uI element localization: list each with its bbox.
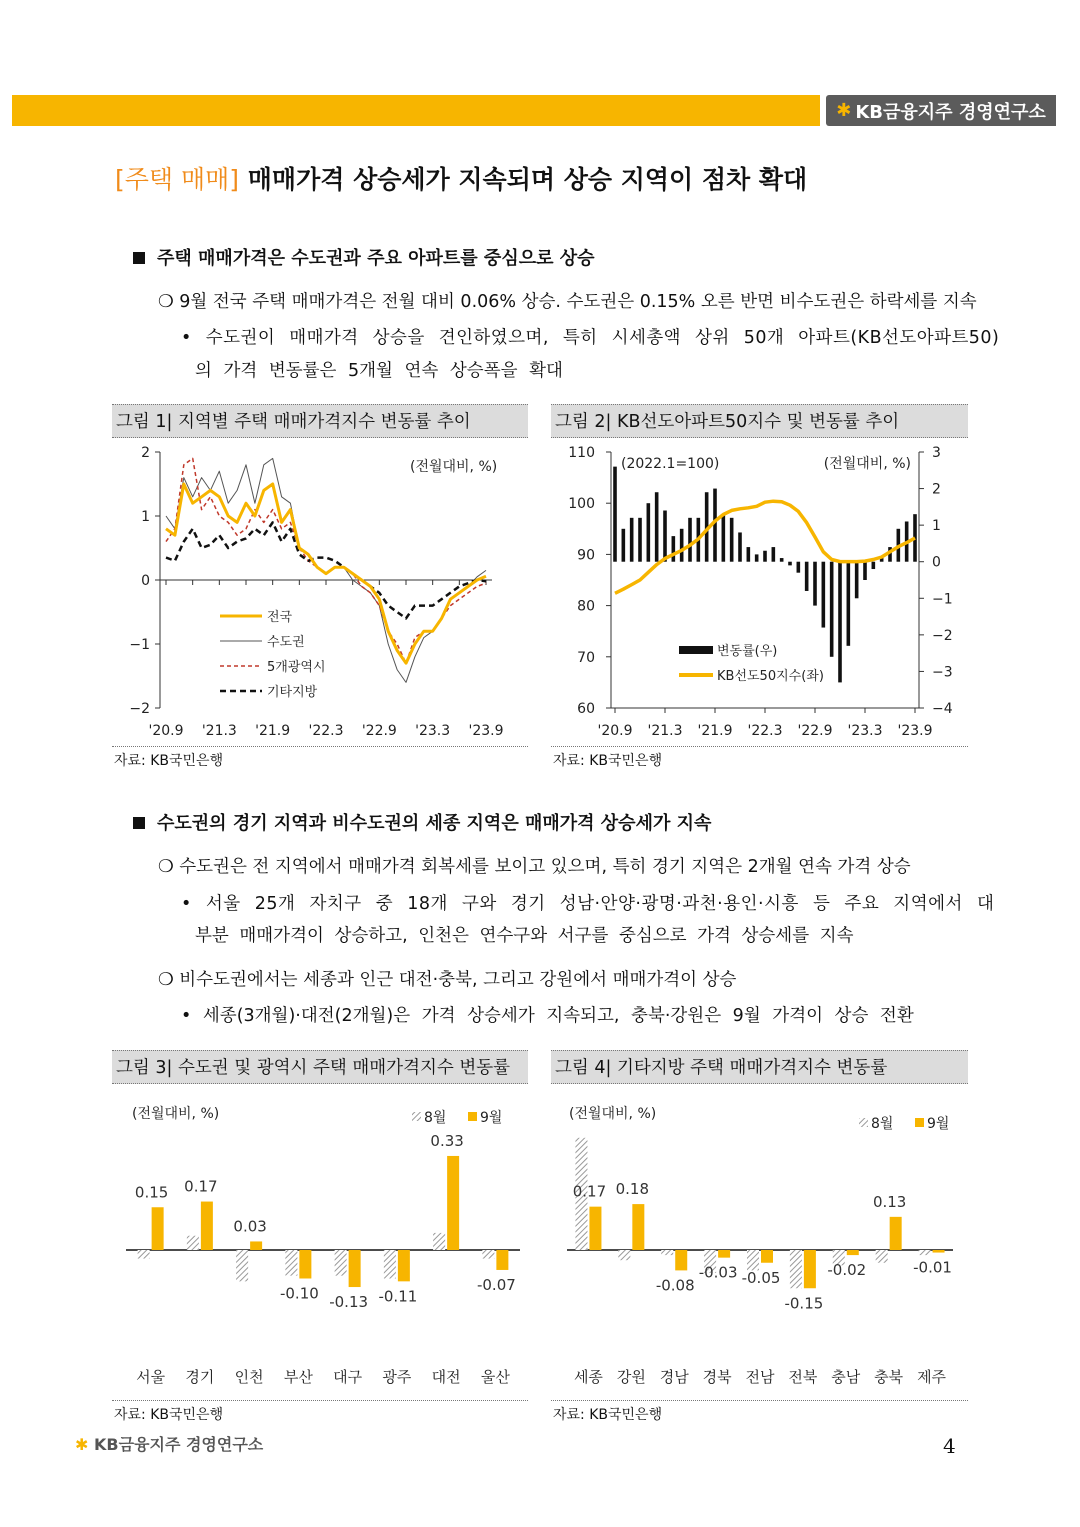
left-tick-label: 70 bbox=[577, 649, 595, 666]
bar-sep bbox=[398, 1250, 410, 1281]
category-label: 부산 bbox=[283, 1368, 313, 1386]
bar-sep bbox=[299, 1250, 311, 1279]
bar-sep bbox=[349, 1250, 361, 1287]
bar-sep bbox=[152, 1207, 164, 1250]
category-label: 경남 bbox=[659, 1368, 689, 1386]
bar-sep bbox=[804, 1250, 816, 1288]
data-label: -0.10 bbox=[279, 1284, 319, 1303]
legend-swatch bbox=[468, 1112, 477, 1121]
bar-sep bbox=[761, 1250, 773, 1263]
legend-swatch bbox=[859, 1118, 868, 1127]
section1-sub1-line2: 의 가격 변동률은 5개월 연속 상승폭을 확대 bbox=[195, 361, 563, 381]
right-tick-label: −1 bbox=[932, 591, 953, 608]
bar-sep bbox=[847, 1250, 859, 1255]
bar-sep bbox=[589, 1207, 601, 1250]
x-tick-label: '20.9 bbox=[597, 723, 633, 739]
fig1-chart bbox=[112, 440, 528, 744]
data-label: -0.03 bbox=[698, 1263, 738, 1282]
bar-aug bbox=[187, 1236, 199, 1250]
header-brand bbox=[826, 95, 1056, 126]
bar-change bbox=[772, 547, 776, 562]
bar-change bbox=[788, 562, 792, 566]
legend-label: 8월 bbox=[871, 1116, 894, 1132]
fig2-chart bbox=[551, 440, 968, 744]
bar-change bbox=[805, 562, 809, 591]
bar-sep bbox=[718, 1250, 730, 1258]
unit-label: (전월대비, %) bbox=[132, 1106, 220, 1122]
left-tick-label: 80 bbox=[577, 598, 595, 615]
x-tick-label: '23.9 bbox=[468, 723, 504, 739]
fig3-source: 자료: KB국민은행 bbox=[114, 1407, 224, 1423]
data-label: 0.13 bbox=[872, 1192, 907, 1211]
data-label: -0.02 bbox=[827, 1261, 867, 1280]
right-tick-label: −2 bbox=[932, 627, 953, 644]
page-number: 4 bbox=[943, 1434, 956, 1458]
unit-label: (전월대비, %) bbox=[569, 1106, 657, 1122]
bar-change bbox=[797, 562, 801, 573]
x-tick-label: '21.3 bbox=[201, 723, 237, 739]
left-unit-label: (2022.1=100) bbox=[621, 456, 720, 472]
bar-aug bbox=[747, 1250, 759, 1270]
fig3-source-divider bbox=[112, 1400, 528, 1401]
fig1-source: 자료: KB국민은행 bbox=[114, 753, 224, 769]
fig4-source: 자료: KB국민은행 bbox=[553, 1407, 663, 1423]
kb-star-icon: ✱ bbox=[836, 100, 852, 121]
fig1-caption: 그림 1| 지역별 주택 매매가격지수 변동률 추이 bbox=[112, 404, 528, 438]
bar-sep bbox=[496, 1250, 508, 1270]
section2-sub2-line1: • 세종(3개월)·대전(2개월)은 가격 상승세가 지속되고, 충북·강원은 9월 가격이 상승 전환 bbox=[181, 1006, 914, 1026]
legend-label: 9월 bbox=[927, 1116, 950, 1132]
bar-change bbox=[747, 547, 751, 562]
data-label: -0.05 bbox=[741, 1268, 781, 1287]
fig3-chart bbox=[112, 1086, 528, 1398]
section2-bullet1: ❍ 수도권은 전 지역에서 매매가격 회복세를 보이고 있으며, 특히 경기 지역은 2개월 연속 가격 상승 bbox=[158, 857, 911, 877]
category-label: 강원 bbox=[616, 1368, 646, 1386]
right-unit-label: (전월대비, %) bbox=[823, 456, 911, 472]
bar-change bbox=[713, 489, 717, 562]
right-tick-label: 2 bbox=[932, 481, 941, 498]
section2-heading: 수도권의 경기 지역과 비수도권의 세종 지역은 매매가격 상승세가 지속 bbox=[133, 809, 711, 835]
category-label: 경북 bbox=[702, 1368, 732, 1386]
legend-label: 전국 bbox=[267, 610, 293, 625]
y-tick-label: −2 bbox=[129, 701, 150, 717]
data-label: -0.01 bbox=[913, 1258, 952, 1277]
left-tick-label: 60 bbox=[577, 701, 595, 717]
bar-change bbox=[847, 562, 851, 646]
bar-aug bbox=[661, 1250, 673, 1255]
x-tick-label: '21.3 bbox=[647, 723, 683, 739]
category-label: 전남 bbox=[745, 1368, 775, 1386]
section1-bullet1: ❍ 9월 전국 주택 매매가격은 전월 대비 0.06% 상승. 수도권은 0.15% 오른 반면 비수도권은 하락세를 지속 bbox=[158, 292, 977, 312]
category-label: 충북 bbox=[874, 1368, 904, 1386]
legend-label: 8월 bbox=[424, 1110, 447, 1126]
data-label: 0.33 bbox=[430, 1131, 464, 1150]
x-tick-label: '23.9 bbox=[897, 723, 933, 739]
bar-change bbox=[722, 514, 726, 562]
category-label: 울산 bbox=[480, 1368, 510, 1386]
bar-change bbox=[855, 562, 859, 599]
bar-aug bbox=[482, 1250, 494, 1259]
section2-sub1-line2: 부분 매매가격이 상승하고, 인천은 연수구와 서구를 중심으로 가격 상승세를 지속 bbox=[195, 926, 854, 946]
fig2-caption: 그림 2| KB선도아파트50지수 및 변동률 추이 bbox=[551, 404, 968, 438]
bar-aug bbox=[790, 1250, 802, 1288]
bar-sep bbox=[250, 1241, 262, 1250]
left-tick-label: 100 bbox=[568, 496, 595, 513]
x-tick-label: '21.9 bbox=[697, 723, 733, 739]
bar-change bbox=[613, 467, 617, 562]
legend-label: 9월 bbox=[480, 1110, 503, 1126]
bar-change bbox=[763, 551, 767, 562]
category-label: 전북 bbox=[788, 1368, 818, 1386]
left-tick-label: 110 bbox=[568, 445, 595, 461]
bar-change bbox=[755, 554, 759, 561]
bar-change bbox=[830, 562, 834, 657]
y-tick-label: −1 bbox=[129, 637, 150, 653]
section2-bullet2: ❍ 비수도권에서는 세종과 인근 대전·충북, 그리고 강원에서 매매가격이 상승 bbox=[158, 970, 737, 990]
category-label: 대구 bbox=[333, 1368, 363, 1386]
bar-sep bbox=[890, 1217, 902, 1250]
legend-swatch bbox=[679, 646, 713, 654]
header-bar bbox=[12, 95, 820, 126]
x-tick-label: '23.3 bbox=[415, 723, 451, 739]
bar-aug bbox=[919, 1250, 931, 1255]
square-bullet-icon bbox=[133, 817, 145, 829]
bar-change bbox=[622, 529, 626, 562]
bar-sep bbox=[632, 1204, 644, 1250]
fig3-caption: 그림 3| 수도권 및 광역시 주택 매매가격지수 변동률 bbox=[112, 1050, 528, 1084]
category-label: 인천 bbox=[234, 1368, 264, 1386]
left-tick-label: 90 bbox=[577, 547, 595, 564]
title-tag: [주택 매매] bbox=[115, 165, 240, 194]
bar-change bbox=[680, 529, 684, 562]
footer-brand-text: KB금융지주 경영연구소 bbox=[93, 1435, 264, 1454]
header-brand-text: KB금융지주 경영연구소 bbox=[855, 101, 1046, 123]
data-label: 0.17 bbox=[572, 1182, 607, 1201]
data-label: -0.13 bbox=[329, 1293, 369, 1312]
bar-sep bbox=[675, 1250, 687, 1270]
fig4-caption: 그림 4| 기타지방 주택 매매가격지수 변동률 bbox=[551, 1050, 968, 1084]
fig4-chart bbox=[551, 1086, 968, 1398]
line-kb50-index bbox=[615, 501, 915, 593]
category-label: 서울 bbox=[136, 1368, 166, 1386]
legend-swatch bbox=[915, 1118, 924, 1127]
bar-aug bbox=[236, 1250, 248, 1281]
section1-heading: 주택 매매가격은 수도권과 주요 아파트를 중심으로 상승 bbox=[133, 244, 595, 270]
x-tick-label: '23.3 bbox=[847, 723, 883, 739]
bar-aug bbox=[433, 1233, 445, 1250]
bar-change bbox=[647, 503, 651, 562]
category-label: 제주 bbox=[917, 1368, 947, 1386]
footer-brand bbox=[75, 1432, 263, 1455]
y-tick-label: 2 bbox=[141, 445, 150, 461]
x-tick-label: '22.9 bbox=[797, 723, 833, 739]
bar-change bbox=[738, 532, 742, 561]
title-text: 매매가격 상승세가 지속되며 상승 지역이 점차 확대 bbox=[247, 165, 808, 194]
bar-change bbox=[872, 562, 876, 569]
right-tick-label: −3 bbox=[932, 664, 953, 681]
series-line-전국 bbox=[166, 484, 486, 663]
right-tick-label: −4 bbox=[932, 701, 953, 717]
legend-label: 5개광역시 bbox=[267, 660, 326, 675]
category-label: 충남 bbox=[831, 1368, 861, 1386]
bar-change bbox=[663, 511, 667, 562]
legend-swatch bbox=[412, 1112, 421, 1121]
data-label: 0.15 bbox=[134, 1183, 169, 1202]
right-tick-label: 0 bbox=[932, 554, 941, 571]
section1-sub1-line1: • 수도권이 매매가격 상승을 견인하였으며, 특히 시세총액 상위 50개 아파트(KB선도아파트50) bbox=[181, 328, 1000, 348]
x-tick-label: '22.3 bbox=[747, 723, 783, 739]
bar-change bbox=[780, 558, 784, 562]
data-label: -0.15 bbox=[784, 1294, 824, 1313]
fig4-source-divider bbox=[551, 1400, 968, 1401]
bar-aug bbox=[285, 1250, 297, 1276]
x-tick-label: '22.9 bbox=[361, 723, 397, 739]
category-label: 광주 bbox=[382, 1368, 412, 1386]
category-label: 대전 bbox=[431, 1368, 461, 1386]
bar-change bbox=[863, 562, 867, 580]
bar-change bbox=[638, 518, 642, 562]
fig2-source-divider bbox=[551, 746, 968, 747]
x-tick-label: '20.9 bbox=[148, 723, 184, 739]
bar-aug bbox=[618, 1250, 630, 1260]
kb-star-icon: ✱ bbox=[75, 1435, 89, 1454]
bar-change bbox=[730, 518, 734, 562]
right-tick-label: 1 bbox=[932, 518, 941, 535]
bar-aug bbox=[384, 1250, 396, 1279]
data-label: -0.11 bbox=[378, 1287, 418, 1306]
section2-sub1-line1: • 서울 25개 자치구 중 18개 구와 경기 성남·안양·광명·과천·용인·시흥 등 주요 지역에서 대 bbox=[181, 894, 995, 914]
bar-change bbox=[822, 562, 826, 628]
x-tick-label: '21.9 bbox=[255, 723, 291, 739]
series-line-5개광역시 bbox=[166, 458, 486, 663]
category-label: 경기 bbox=[185, 1368, 215, 1386]
bar-sep bbox=[447, 1156, 459, 1250]
series-line-기타지방 bbox=[166, 522, 486, 618]
bar-change bbox=[655, 492, 659, 561]
data-label: 0.03 bbox=[233, 1217, 267, 1236]
fig1-source-divider bbox=[112, 746, 528, 747]
legend-label: 변동률(우) bbox=[717, 644, 778, 659]
fig2-source: 자료: KB국민은행 bbox=[553, 753, 663, 769]
category-label: 세종 bbox=[573, 1368, 603, 1386]
page-title bbox=[115, 160, 807, 196]
legend-label: KB선도50지수(좌) bbox=[717, 669, 824, 684]
legend-label: 수도권 bbox=[267, 635, 305, 650]
y-tick-label: 0 bbox=[141, 573, 150, 589]
y-tick-label: 1 bbox=[141, 509, 150, 525]
right-tick-label: 3 bbox=[932, 445, 941, 461]
unit-label: (전월대비, %) bbox=[410, 459, 498, 475]
data-label: -0.07 bbox=[476, 1275, 516, 1294]
bar-change bbox=[630, 518, 634, 562]
bar-change bbox=[838, 562, 842, 683]
bar-sep bbox=[933, 1250, 945, 1253]
bar-change bbox=[813, 562, 817, 606]
bar-aug bbox=[138, 1250, 150, 1259]
data-label: -0.08 bbox=[655, 1276, 695, 1295]
legend-label: 기타지방 bbox=[267, 685, 318, 700]
bar-sep bbox=[201, 1202, 213, 1250]
x-tick-label: '22.3 bbox=[308, 723, 344, 739]
square-bullet-icon bbox=[133, 252, 145, 264]
data-label: 0.18 bbox=[615, 1180, 650, 1199]
bar-change bbox=[672, 536, 676, 562]
bar-change bbox=[688, 518, 692, 562]
bar-aug bbox=[335, 1250, 347, 1276]
data-label: 0.17 bbox=[184, 1177, 218, 1196]
bar-aug bbox=[876, 1250, 888, 1263]
